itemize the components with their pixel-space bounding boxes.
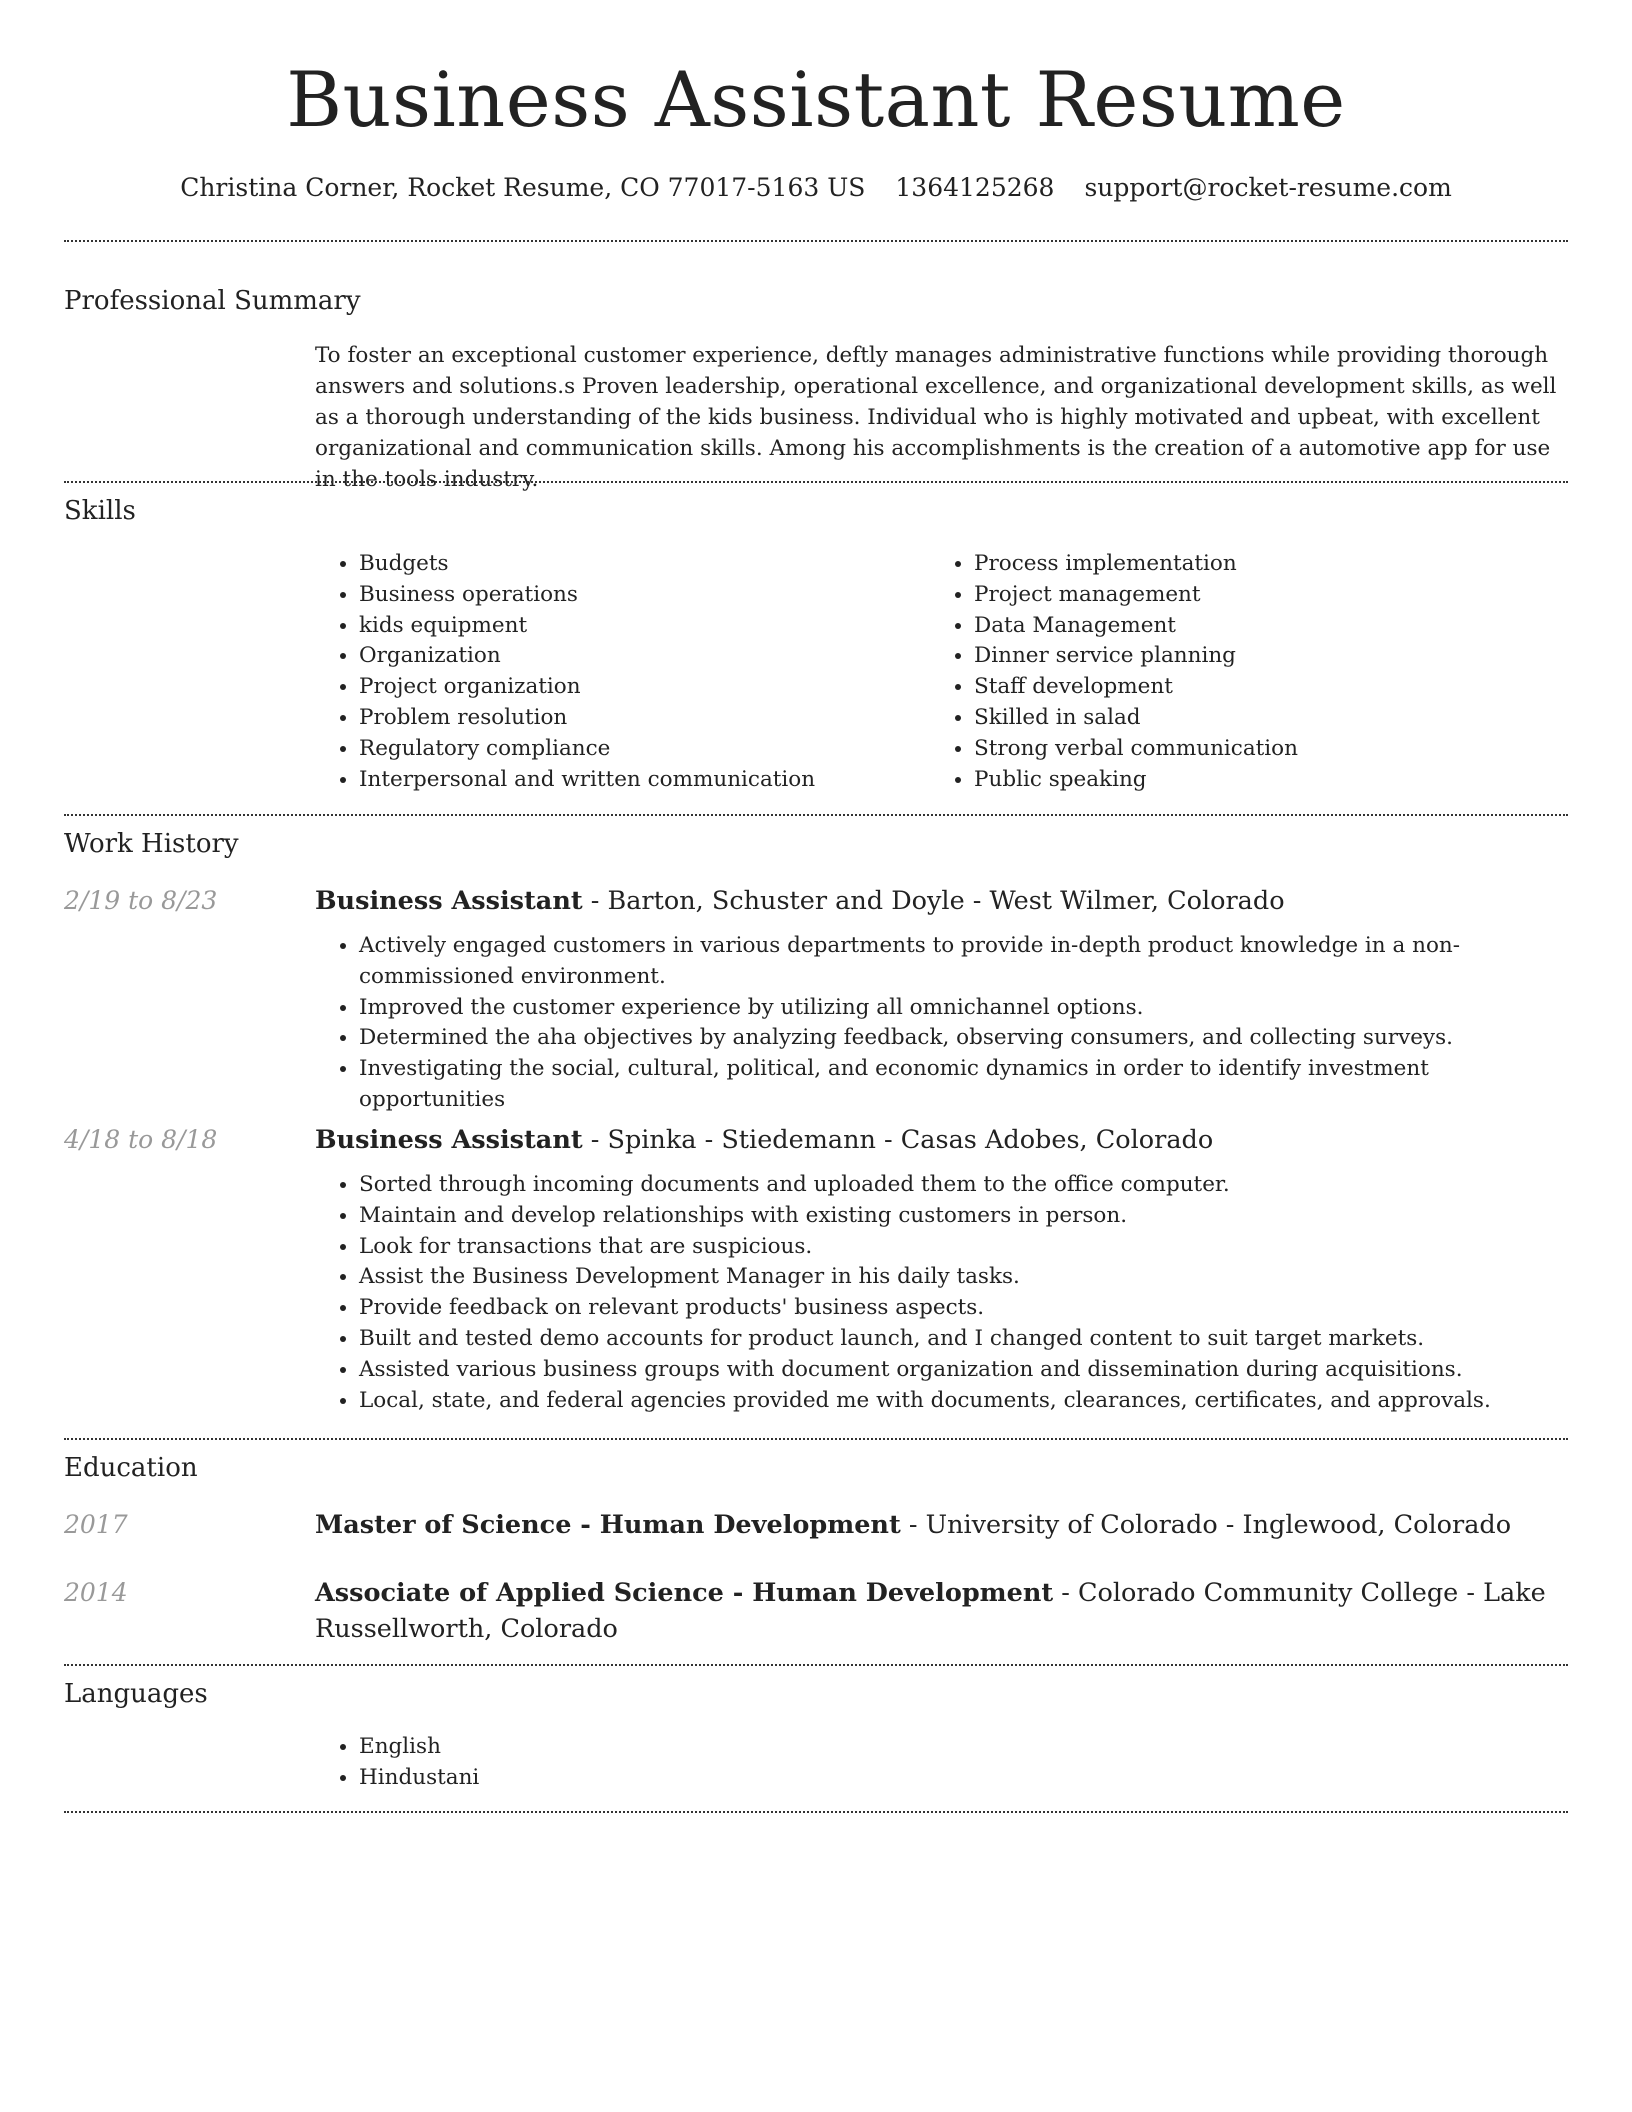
job-dates: 2/19 to 8/23 (64, 886, 218, 915)
job-bullet: • Improved the customer experience by utilizing all omnichannel options. (359, 993, 1568, 1024)
summary-body (315, 340, 1568, 495)
work-heading: Work History (64, 829, 239, 859)
job-entry (315, 1122, 1568, 1416)
skill-item: • Budgets (359, 549, 930, 580)
skill-item: • Problem resolution (359, 703, 930, 734)
section-divider (64, 814, 1568, 816)
job-bullet: • Assisted various business groups with document organization and dissemination during acquisitions. (359, 1355, 1568, 1386)
skill-item: • kids equipment (359, 611, 930, 642)
summary-text: To foster an exceptional customer experience, deftly manages administrative functions while providing thorough answers and solutions.s Proven leadership, operational excellence, and organizational development skills, as well as a thorough understanding of the kids business. Individual who is highly motivated and upbeat, with excellent organizational and communication skills. Among his accomplishments is the creation of a automotive app for use in the tools industry. (315, 343, 1557, 492)
skill-item: • Interpersonal and written communication (359, 765, 930, 796)
skill-item: • Data Management (974, 611, 1568, 642)
job-bullet: • Determined the aha objectives by analyzing feedback, observing consumers, and collecting surveys. (359, 1023, 1568, 1054)
skill-item: • Regulatory compliance (359, 734, 930, 765)
job-employer: - Spinka - Stiedemann - Casas Adobes, Colorado (582, 1125, 1214, 1155)
languages-heading: Languages (64, 1679, 208, 1709)
education-year: 2014 (64, 1578, 128, 1607)
job-title: Business Assistant (315, 886, 583, 916)
education-entry (315, 1575, 1568, 1647)
education-heading-line (315, 1507, 1568, 1543)
skills-heading: Skills (64, 496, 136, 526)
contact-email: support@rocket-resume.com (1084, 173, 1452, 202)
job-bullet: • Built and tested demo accounts for product launch, and I changed content to suit target markets. (359, 1324, 1568, 1355)
section-divider (64, 240, 1568, 242)
skill-item: • Organization (359, 641, 930, 672)
skill-item: • Business operations (359, 580, 930, 611)
section-divider (64, 1664, 1568, 1666)
job-bullet: • Local, state, and federal agencies provided me with documents, clearances, certificates, and approvals. (359, 1386, 1568, 1417)
job-bullet: • Provide feedback on relevant products' business aspects. (359, 1293, 1568, 1324)
job-bullet: • Assist the Business Development Manager in his daily tasks. (359, 1262, 1568, 1293)
language-item: • Hindustani (359, 1763, 1568, 1794)
skill-item: • Skilled in salad (974, 703, 1568, 734)
summary-heading: Professional Summary (64, 286, 361, 316)
job-heading (315, 1122, 1568, 1158)
contact-phone: 1364125268 (895, 173, 1055, 202)
section-divider (64, 481, 1568, 483)
job-title: Business Assistant (315, 1125, 583, 1155)
contact-address: Christina Corner, Rocket Resume, CO 77017-5163 US (180, 173, 866, 202)
skill-item: • Process implementation (974, 549, 1568, 580)
skill-item: • Public speaking (974, 765, 1568, 796)
degree-name: Associate of Applied Science - Human Development (315, 1578, 1054, 1608)
skill-item: • Project organization (359, 672, 930, 703)
job-bullet: • Maintain and develop relationships with existing customers in person. (359, 1201, 1568, 1232)
job-entry (315, 883, 1568, 1116)
degree-name: Master of Science - Human Development (315, 1510, 901, 1540)
resume-title: Business Assistant Resume (286, 55, 1346, 144)
education-heading-line (315, 1575, 1568, 1647)
job-employer: - Barton, Schuster and Doyle - West Wilmer, Colorado (582, 886, 1285, 916)
job-heading (315, 883, 1568, 919)
skill-item: • Staff development (974, 672, 1568, 703)
skill-item: • Strong verbal communication (974, 734, 1568, 765)
contact-line (0, 170, 1632, 206)
skill-item: • Dinner service planning (974, 641, 1568, 672)
languages-body (315, 1732, 1568, 1794)
education-year: 2017 (64, 1510, 128, 1539)
job-dates: 4/18 to 8/18 (64, 1125, 218, 1154)
education-entry (315, 1507, 1568, 1543)
school-details: - University of Colorado - Inglewood, Colorado (900, 1510, 1512, 1540)
education-heading: Education (64, 1453, 198, 1483)
language-item: • English (359, 1732, 1568, 1763)
skills-column-right (930, 549, 1568, 795)
school-details: - Colorado Community College - Lake Russellworth, Colorado (315, 1578, 1546, 1644)
skill-item: • Project management (974, 580, 1568, 611)
job-bullet: • Investigating the social, cultural, political, and economic dynamics in order to identify investment opportunities (359, 1054, 1568, 1116)
job-bullet: • Look for transactions that are suspicious. (359, 1232, 1568, 1263)
job-bullet: • Sorted through incoming documents and uploaded them to the office computer. (359, 1170, 1568, 1201)
job-bullet: • Actively engaged customers in various departments to provide in-depth product knowledge in a non-commissioned environment. (359, 931, 1568, 993)
section-divider (64, 1811, 1568, 1813)
section-divider (64, 1438, 1568, 1440)
skills-column-left (315, 549, 930, 795)
